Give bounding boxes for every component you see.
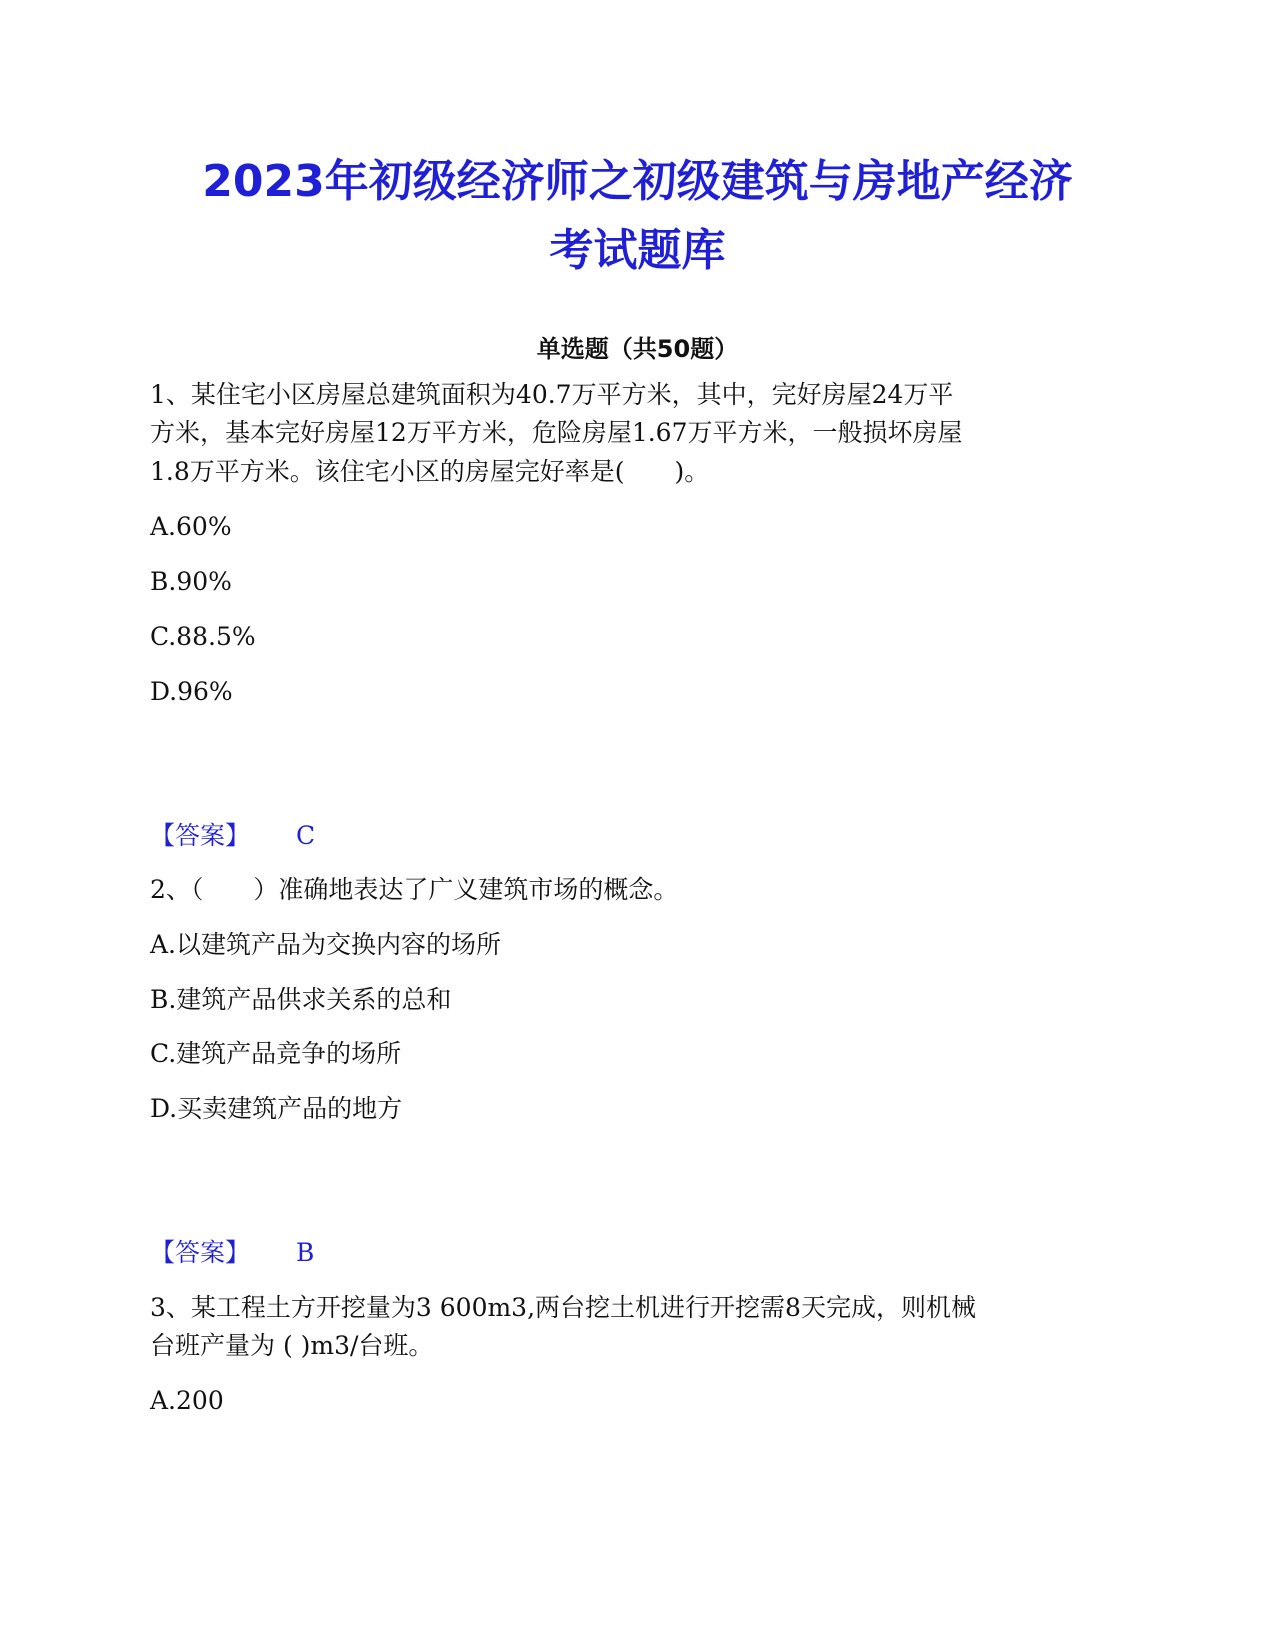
question-1-stem-line-2: 方米，基本完好房屋12万平方米，危险房屋1.67万平方米，一般损坏房屋: [150, 418, 963, 447]
answer-value: C: [296, 821, 316, 850]
answer-value: B: [296, 1238, 315, 1267]
question-1-option-b: B.90%: [150, 567, 232, 596]
question-2-option-c: C.建筑产品竞争的场所: [150, 1039, 402, 1068]
question-2-option-a: A.以建筑产品为交换内容的场所: [150, 930, 502, 959]
question-2-option-d: D.买卖建筑产品的地方: [150, 1094, 403, 1123]
section-heading: 单选题（共50题）: [536, 335, 739, 363]
document-title: 2023年初级经济师之初级建筑与房地产经济: [202, 156, 1073, 207]
question-1-stem-line-3: 1.8万平方米。该住宅小区的房屋完好率是( )。: [150, 457, 710, 486]
question-1-stem-line-1: 1、某住宅小区房屋总建筑面积为40.7万平方米，其中，完好房屋24万平: [150, 380, 954, 409]
question-2-answer: [150, 1236, 314, 1270]
question-2-option-b: B.建筑产品供求关系的总和: [150, 985, 452, 1014]
question-1-option-c: C.88.5%: [150, 622, 256, 651]
question-3-stem-line-1: 3、某工程土方开挖量为3 600m3,两台挖土机进行开挖需8天完成，则机械: [150, 1293, 976, 1322]
question-2-stem-line-1: 2、（ ）准确地表达了广义建筑市场的概念。: [150, 875, 679, 904]
question-1-option-d: D.96%: [150, 677, 233, 706]
question-3-option-a: A.200: [150, 1386, 224, 1415]
answer-label: 【答案】: [150, 821, 251, 850]
question-1-answer: [150, 819, 315, 853]
answer-label: 【答案】: [150, 1238, 251, 1267]
question-1-option-a: A.60%: [150, 512, 232, 541]
question-3-stem-line-2: 台班产量为 ( )m3/台班。: [150, 1331, 434, 1360]
document-title-continued: 考试题库: [549, 225, 726, 276]
